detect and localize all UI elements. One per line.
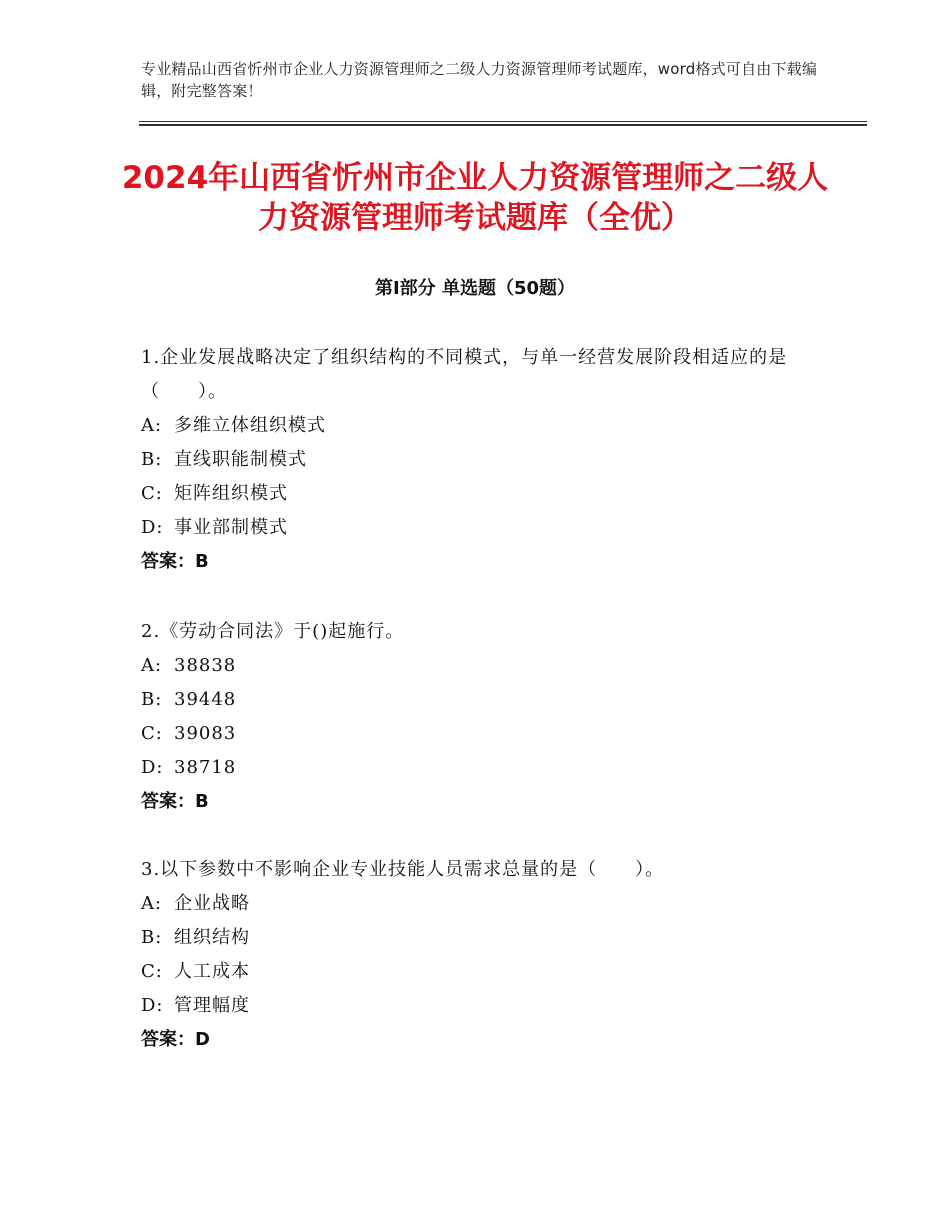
option-a xyxy=(141,409,821,443)
option-c xyxy=(141,477,821,511)
option-letter: B: xyxy=(141,927,163,948)
option-letter: A: xyxy=(141,415,163,436)
option-c xyxy=(141,955,821,989)
option-letter: A: xyxy=(141,893,163,914)
option-letter: C: xyxy=(141,961,163,982)
header-divider-thick xyxy=(139,124,867,126)
question-stem: 3.以下参数中不影响企业专业技能人员需求总量的是（ ）。 xyxy=(141,859,665,880)
option-letter: D: xyxy=(141,517,164,538)
document-title: 2024年山西省忻州市企业人力资源管理师之二级人力资源管理师考试题库（全优） xyxy=(121,160,829,236)
question-3 xyxy=(141,853,821,1057)
header-divider-thin xyxy=(139,121,867,122)
option-a xyxy=(141,887,821,921)
option-text: 39448 xyxy=(174,689,237,710)
option-text: 多维立体组织模式 xyxy=(174,415,326,436)
option-text: 矩阵组织模式 xyxy=(174,483,288,504)
option-text: 事业部制模式 xyxy=(174,517,288,538)
option-text: 直线职能制模式 xyxy=(174,449,307,470)
question-stem: 2.《劳动合同法》于()起施行。 xyxy=(141,621,405,642)
option-d xyxy=(141,989,821,1023)
question-1 xyxy=(141,341,821,579)
option-a xyxy=(141,649,821,683)
answer: 答案：D xyxy=(141,1029,210,1050)
question-stem: 1.企业发展战略决定了组织结构的不同模式，与单一经营发展阶段相适应的是（ ）。 xyxy=(141,347,788,402)
option-text: 人工成本 xyxy=(174,961,250,982)
option-text: 管理幅度 xyxy=(174,995,250,1016)
option-text: 39083 xyxy=(174,723,237,744)
option-text: 企业战略 xyxy=(174,893,250,914)
option-text: 组织结构 xyxy=(174,927,250,948)
option-d xyxy=(141,751,821,785)
option-letter: C: xyxy=(141,483,163,504)
option-b xyxy=(141,683,821,717)
option-letter: B: xyxy=(141,689,163,710)
option-text: 38838 xyxy=(174,655,237,676)
option-letter: C: xyxy=(141,723,163,744)
question-2 xyxy=(141,615,821,819)
header-note: 专业精品山西省忻州市企业人力资源管理师之二级人力资源管理师考试题库，word格式可自由下载编辑，附完整答案！ xyxy=(141,60,818,100)
option-letter: D: xyxy=(141,757,164,778)
option-d xyxy=(141,511,821,545)
option-c xyxy=(141,717,821,751)
option-b xyxy=(141,921,821,955)
option-letter: D: xyxy=(141,995,164,1016)
option-letter: A: xyxy=(141,655,163,676)
option-b xyxy=(141,443,821,477)
option-letter: B: xyxy=(141,449,163,470)
option-text: 38718 xyxy=(174,757,237,778)
section-title: 第Ⅰ部分 单选题（50题） xyxy=(374,278,575,299)
answer: 答案：B xyxy=(141,791,209,812)
answer: 答案：B xyxy=(141,551,209,572)
